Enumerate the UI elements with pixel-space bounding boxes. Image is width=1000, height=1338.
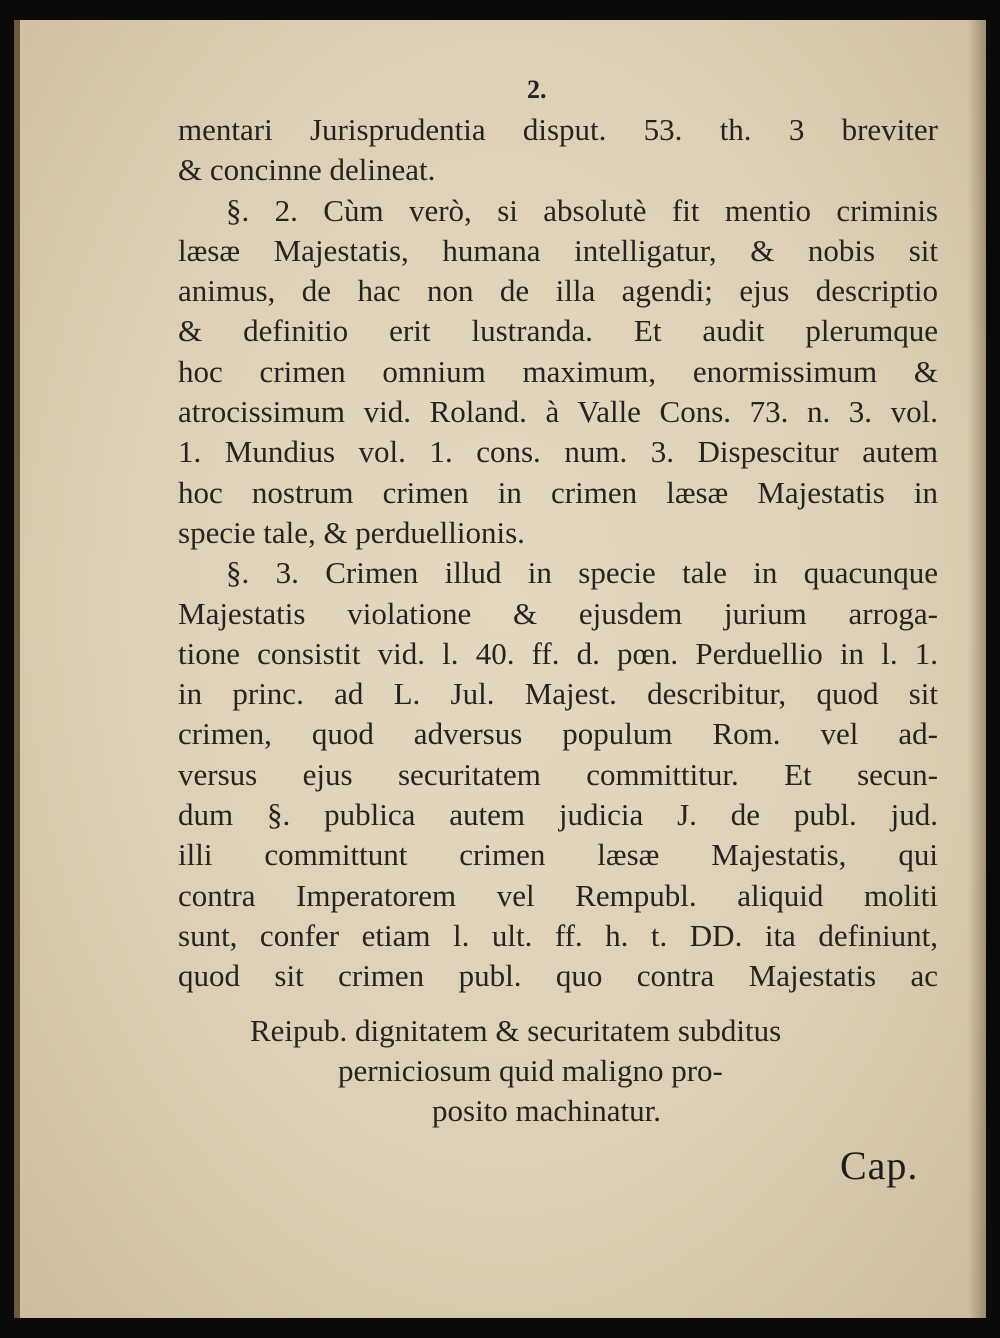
text-line: atrocissimum vid. Roland. à Valle Cons. 73. n. 3. vol. [178,394,938,430]
body-text [178,110,938,997]
catchword: Cap. [840,1143,919,1188]
text-line: §. 3. Crimen illud in specie tale in quacunque [226,555,938,591]
tail-line: Reipub. dignitatem & securitatem subditus [250,1013,782,1048]
text-line: tione consistit vid. l. 40. ff. d. pœn. Perduellio in l. 1. [178,635,938,671]
text-line: §. 2. Cùm verò, si absolutè fit mentio criminis [226,192,938,228]
text-line: læsæ Majestatis, humana intelligatur, & nobis sit [178,232,938,268]
text-line: illi committunt crimen læsæ Majestatis, qui [178,837,938,873]
text-line: hoc crimen omnium maximum, enormissimum & [178,353,938,389]
book-page [14,20,986,1318]
text-line: quod sit crimen publ. quo contra Majestatis ac [178,958,938,994]
tail-line: perniciosum quid maligno pro- [338,1053,723,1088]
text-line: animus, de hac non de illa agendi; ejus descriptio [178,273,938,309]
text-line: dum §. publica autem judicia J. de publ. jud. [178,797,938,833]
text-line: specie tale, & perduellionis. [178,514,525,550]
text-line: 1. Mundius vol. 1. cons. num. 3. Dispescitur autem [178,434,938,470]
text-line: contra Imperatorem vel Rempubl. aliquid moliti [178,877,938,913]
text-line: & definitio erit lustranda. Et audit plerumque [178,313,938,349]
text-line: in princ. ad L. Jul. Majest. describitur, quod sit [178,676,938,712]
text-line: sunt, confer etiam l. ult. ff. h. t. DD. ita definiunt, [178,917,938,953]
text-line: mentari Jurisprudentia disput. 53. th. 3 breviter [178,112,938,147]
tail-line: posito machinatur. [432,1093,662,1128]
text-line: versus ejus securitatem committitur. Et secun- [178,756,938,792]
text-line: & concinne delineat. [178,152,436,188]
text-line: crimen, quod adversus populum Rom. vel ad- [178,716,938,752]
text-line: hoc nostrum crimen in crimen læsæ Majestatis in [178,474,938,510]
page-number: 2. [527,75,547,104]
text-line: Majestatis violatione & ejusdem jurium arroga- [178,595,938,631]
